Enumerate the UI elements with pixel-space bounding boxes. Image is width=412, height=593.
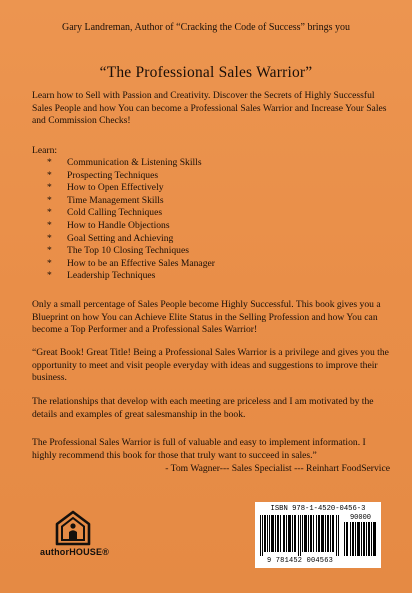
list-item bbox=[32, 270, 332, 283]
authorhouse-logo-icon bbox=[55, 510, 91, 546]
intro-paragraph: Learn how to Sell with Passion and Creativity. Discover the Secrets of Highly Successful Sales People and how You can become a Professional Sales Warrior and Increase Your Sales and Commission Checks! bbox=[32, 90, 387, 127]
list-item-label: How to be an Effective Sales Manager bbox=[67, 257, 215, 269]
testimonial-paragraph-1: “Great Book! Great Title! Being a Professional Sales Warrior is a privilege and gives you the opportunity to meet and visit people everyday with ideas and suggestions to improve their business. bbox=[32, 347, 389, 384]
testimonial-paragraph-2: The relationships that develop with each meeting are priceless and I am motivated by the details and examples of great salesmanship in the book. bbox=[32, 396, 374, 420]
list-item-label: Communication & Listening Skills bbox=[67, 157, 202, 168]
price-addon-label: 90000 bbox=[349, 514, 371, 522]
list-item bbox=[32, 195, 332, 208]
bullet-star: * bbox=[47, 245, 52, 257]
book-title: “The Professional Sales Warrior” bbox=[99, 64, 313, 81]
testimonial-paragraph-3: The Professional Sales Warrior is full of valuable and easy to implement information. I highly recommend this book for those that truly want to succeed in sales.” bbox=[32, 437, 366, 461]
bullet-star: * bbox=[47, 257, 52, 269]
author-byline: Gary Landreman, Author of “Cracking the Code of Success” brings you bbox=[62, 22, 350, 33]
bullet-star: * bbox=[47, 182, 52, 194]
bullet-star: * bbox=[47, 157, 52, 168]
learn-list bbox=[32, 157, 332, 283]
bullet-star: * bbox=[47, 169, 52, 181]
list-item-label: The Top 10 Closing Techniques bbox=[67, 245, 189, 257]
list-item-label: Prospecting Techniques bbox=[67, 169, 159, 181]
list-item bbox=[32, 157, 332, 170]
list-item bbox=[32, 207, 332, 220]
summary-paragraph: Only a small percentage of Sales People become Highly Successful. This book gives you a Blueprint on how You can Achieve Elite Status in the Selling Profession and how You can become a Top Performer and a Professional Sales Warrior! bbox=[32, 299, 381, 336]
list-item-label: How to Handle Objections bbox=[67, 219, 170, 231]
bullet-star: * bbox=[47, 270, 52, 282]
list-item bbox=[32, 245, 332, 258]
publisher-logo bbox=[40, 510, 118, 562]
list-item bbox=[32, 220, 332, 233]
bullet-star: * bbox=[47, 219, 52, 231]
list-item bbox=[32, 170, 332, 183]
list-item bbox=[32, 233, 332, 246]
list-item bbox=[32, 258, 332, 271]
isbn-label: ISBN 978-1-4520-0456-3 bbox=[270, 505, 366, 513]
list-item-label: Time Management Skills bbox=[67, 194, 164, 206]
ean-barcode-bars bbox=[260, 515, 340, 556]
list-item-label: Goal Setting and Achieving bbox=[67, 232, 174, 244]
list-item bbox=[32, 182, 332, 195]
list-item-label: Leadership Techniques bbox=[67, 270, 156, 282]
learn-heading: Learn: bbox=[32, 145, 58, 156]
publisher-name: authorHOUSE® bbox=[40, 547, 110, 557]
bullet-star: * bbox=[47, 232, 52, 244]
list-item-label: How to Open Effectively bbox=[67, 182, 164, 194]
addon-barcode-bars bbox=[344, 522, 377, 556]
testimonial-signature: - Tom Wagner--- Sales Specialist --- Reinhart FoodService bbox=[165, 463, 390, 474]
ean-digits: 9 781452 004563 bbox=[266, 557, 333, 565]
bullet-star: * bbox=[47, 194, 52, 206]
bullet-star: * bbox=[47, 207, 52, 219]
list-item-label: Cold Calling Techniques bbox=[67, 207, 163, 219]
isbn-barcode bbox=[255, 502, 381, 568]
